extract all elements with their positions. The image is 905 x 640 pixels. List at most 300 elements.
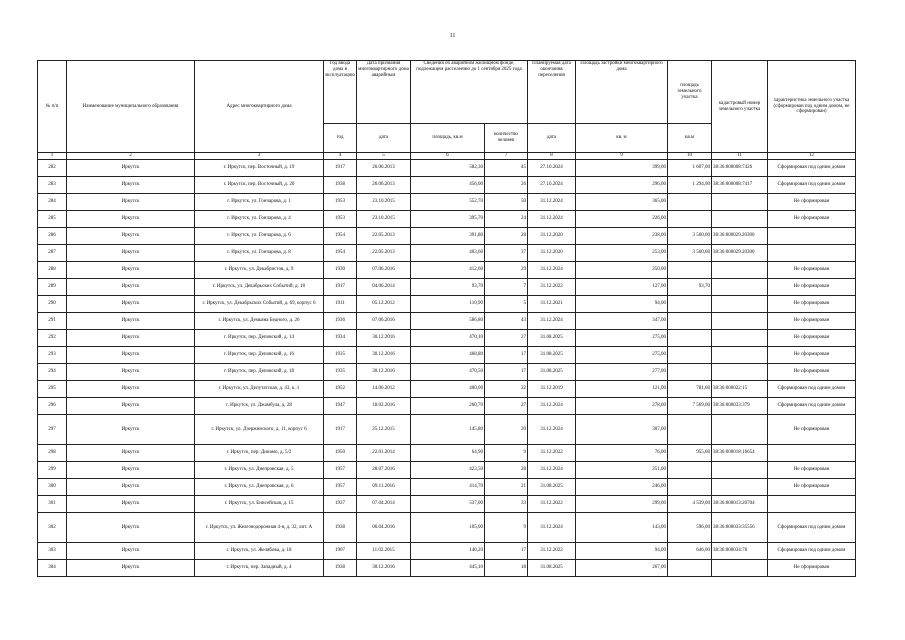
table-row bbox=[38, 560, 856, 577]
col-number: 6 bbox=[411, 153, 485, 160]
table-row bbox=[38, 177, 856, 194]
area-cell: 423,50 bbox=[411, 462, 485, 479]
cadastral-cell bbox=[712, 479, 768, 496]
footprint-cell: 277,00 bbox=[576, 364, 668, 381]
year-built-cell: 1953 bbox=[324, 211, 357, 228]
footprint-cell: 267,00 bbox=[576, 560, 668, 577]
address-cell: г. Иркутск, ул. Гончарова, д. 6 bbox=[195, 228, 324, 245]
table-row bbox=[38, 330, 856, 347]
row-number: 301 bbox=[38, 496, 67, 513]
people-cell: 43 bbox=[485, 313, 528, 330]
footprint-cell: 121,00 bbox=[576, 381, 668, 398]
people-cell: 28 bbox=[485, 228, 528, 245]
address-cell: г. Иркутск, ул. Гончарова, д. 1 bbox=[195, 194, 324, 211]
footprint-cell: 143,00 bbox=[576, 513, 668, 543]
date-declared-cell: 26.06.2013 bbox=[357, 177, 411, 194]
people-cell: 9 bbox=[485, 513, 528, 543]
row-number: 292 bbox=[38, 330, 67, 347]
area-cell: 93,70 bbox=[411, 279, 485, 296]
row-number: 291 bbox=[38, 313, 67, 330]
row-number: 299 bbox=[38, 462, 67, 479]
area-cell: 260,70 bbox=[411, 398, 485, 415]
planned-date-cell: 31.12.2021 bbox=[528, 296, 576, 313]
land-area-cell bbox=[668, 211, 712, 228]
year-built-cell: 1947 bbox=[324, 398, 357, 415]
address-cell: г. Иркутск, пер. Динамо, д. 5/2 bbox=[195, 445, 324, 462]
cadastral-cell bbox=[712, 279, 768, 296]
cadastral-cell bbox=[712, 560, 768, 577]
area-cell: 105,00 bbox=[411, 513, 485, 543]
col-number: 1 bbox=[38, 153, 67, 160]
footprint-cell: 94,00 bbox=[576, 543, 668, 560]
people-cell: 27 bbox=[485, 330, 528, 347]
table-row bbox=[38, 194, 856, 211]
land-char-cell: Не сформирован bbox=[768, 313, 856, 330]
people-cell: 26 bbox=[485, 177, 528, 194]
area-cell: 552,70 bbox=[411, 194, 485, 211]
cadastral-cell: 38:36:000029.20300 bbox=[712, 245, 768, 262]
date-declared-cell: 23.10.2015 bbox=[357, 211, 411, 228]
address-cell: г. Иркутск, пер. Восточный, д. 20 bbox=[195, 177, 324, 194]
people-cell: 7 bbox=[485, 279, 528, 296]
planned-date-cell: 31.12.2024 bbox=[528, 415, 576, 445]
planned-date-cell: 31.12.2024 bbox=[528, 313, 576, 330]
date-declared-cell: 25.12.2015 bbox=[357, 415, 411, 445]
row-number: 295 bbox=[38, 381, 67, 398]
area-cell: 445,10 bbox=[411, 560, 485, 577]
row-number: 283 bbox=[38, 177, 67, 194]
address-cell: г. Иркутск, пер. Деповский, д. 18 bbox=[195, 364, 324, 381]
area-cell: 537,00 bbox=[411, 496, 485, 513]
header-planned-date: Планируемая дата окончания переселения bbox=[528, 61, 576, 124]
land-area-cell: 596,00 bbox=[668, 513, 712, 543]
land-char-cell: Не сформирован bbox=[768, 347, 856, 364]
date-declared-cell: 23.10.2015 bbox=[357, 194, 411, 211]
planned-date-cell: 31.12.2024 bbox=[528, 262, 576, 279]
address-cell: г. Иркутск, пер. Западный, д. 4 bbox=[195, 560, 324, 577]
address-cell: г. Иркутск, пер. Восточный, д. 19 bbox=[195, 160, 324, 177]
table-row bbox=[38, 496, 856, 513]
area-cell: 470,50 bbox=[411, 364, 485, 381]
header-emergency-fund: Сведения об аварийном жилищном фонде, подлежащем расселению до 1 сентября 2025 года bbox=[411, 61, 528, 124]
subheader-date: дата bbox=[357, 124, 411, 153]
subheader-area: площадь, кв.м bbox=[411, 124, 485, 153]
date-declared-cell: 22.05.2013 bbox=[357, 228, 411, 245]
cadastral-cell bbox=[712, 415, 768, 445]
municipality-cell: Иркутск bbox=[67, 245, 195, 262]
planned-date-cell: 31.12.2020 bbox=[528, 245, 576, 262]
cadastral-cell: 38:36:000033:35556 bbox=[712, 513, 768, 543]
footprint-cell: 307,00 bbox=[576, 415, 668, 445]
year-built-cell: 1917 bbox=[324, 415, 357, 445]
land-char-cell: Не сформирован bbox=[768, 330, 856, 347]
area-cell: 403,60 bbox=[411, 245, 485, 262]
table-row bbox=[38, 313, 856, 330]
year-built-cell: 1911 bbox=[324, 296, 357, 313]
people-cell: 9 bbox=[485, 445, 528, 462]
land-char-cell: Сформирован под одним домом bbox=[768, 177, 856, 194]
row-number: 297 bbox=[38, 415, 67, 445]
cadastral-cell bbox=[712, 347, 768, 364]
col-number: 8 bbox=[528, 153, 576, 160]
table-row bbox=[38, 415, 856, 445]
address-cell: г. Иркутск, ул. Железнодорожная 4-я, д. 32, лит. А bbox=[195, 513, 324, 543]
cadastral-cell: 38:36:000013:20704 bbox=[712, 496, 768, 513]
year-built-cell: 1930 bbox=[324, 262, 357, 279]
date-declared-cell: 05.12.2012 bbox=[357, 296, 411, 313]
land-area-cell bbox=[668, 296, 712, 313]
land-char-cell: Не сформирован bbox=[768, 296, 856, 313]
year-built-cell: 1907 bbox=[324, 543, 357, 560]
cadastral-cell bbox=[712, 262, 768, 279]
area-cell: 412,60 bbox=[411, 262, 485, 279]
land-char-cell: Не сформирован bbox=[768, 262, 856, 279]
municipality-cell: Иркутск bbox=[67, 560, 195, 577]
date-declared-cell: 30.12.2016 bbox=[357, 364, 411, 381]
row-number: 289 bbox=[38, 279, 67, 296]
row-number: 300 bbox=[38, 479, 67, 496]
date-declared-cell: 30.12.2016 bbox=[357, 560, 411, 577]
area-cell: 414,70 bbox=[411, 479, 485, 496]
land-char-cell: Не сформирован bbox=[768, 415, 856, 445]
cadastral-cell: 38:36:000034:78 bbox=[712, 543, 768, 560]
area-cell: 64,90 bbox=[411, 445, 485, 462]
row-number: 282 bbox=[38, 160, 67, 177]
area-cell: 456,00 bbox=[411, 177, 485, 194]
land-area-cell: 7 569,00 bbox=[668, 398, 712, 415]
land-char-cell: Не сформирован bbox=[768, 194, 856, 211]
people-cell: 24 bbox=[485, 211, 528, 228]
land-char-cell: Не сформирован bbox=[768, 364, 856, 381]
cadastral-cell: 38:36:000033:379 bbox=[712, 398, 768, 415]
table-row bbox=[38, 479, 856, 496]
cadastral-cell: 38:36:000029.20300 bbox=[712, 228, 768, 245]
footprint-cell: 278,00 bbox=[576, 398, 668, 415]
row-number: 285 bbox=[38, 211, 67, 228]
date-declared-cell: 04.06.2014 bbox=[357, 279, 411, 296]
people-cell: 45 bbox=[485, 160, 528, 177]
row-number: 290 bbox=[38, 296, 67, 313]
cadastral-cell bbox=[712, 330, 768, 347]
municipality-cell: Иркутск bbox=[67, 513, 195, 543]
footprint-cell: 275,00 bbox=[576, 330, 668, 347]
header-land-area: площадь земельного участка bbox=[668, 61, 712, 124]
footprint-cell: 296,00 bbox=[576, 177, 668, 194]
address-cell: г. Иркутск, ул. Декабристов, д. 9 bbox=[195, 262, 324, 279]
planned-date-cell: 31.08.2025 bbox=[528, 364, 576, 381]
people-cell: 37 bbox=[485, 245, 528, 262]
year-built-cell: 1934 bbox=[324, 330, 357, 347]
address-cell: г. Иркутск, ул. Дзержинского, д. 11, корпус 6 bbox=[195, 415, 324, 445]
address-cell: г. Иркутск, ул. Демьяна Бедного, д. 26 bbox=[195, 313, 324, 330]
year-built-cell: 1935 bbox=[324, 364, 357, 381]
municipality-cell: Иркутск bbox=[67, 347, 195, 364]
cadastral-cell bbox=[712, 364, 768, 381]
row-number: 284 bbox=[38, 194, 67, 211]
row-number: 296 bbox=[38, 398, 67, 415]
date-declared-cell: 26.06.2013 bbox=[357, 160, 411, 177]
table-row bbox=[38, 381, 856, 398]
planned-date-cell: 31.12.2022 bbox=[528, 496, 576, 513]
land-area-cell: 1 607,00 bbox=[668, 160, 712, 177]
land-area-cell: 93,70 bbox=[668, 279, 712, 296]
table-row bbox=[38, 364, 856, 381]
people-cell: 27 bbox=[485, 398, 528, 415]
municipality-cell: Иркутск bbox=[67, 398, 195, 415]
table-row bbox=[38, 445, 856, 462]
land-char-cell: Сформирован под одним домом bbox=[768, 543, 856, 560]
area-cell: 140,20 bbox=[411, 543, 485, 560]
address-cell: г. Иркутск, пер. Деповский, д. 14 bbox=[195, 330, 324, 347]
col-number: 3 bbox=[195, 153, 324, 160]
date-declared-cell: 28.07.2016 bbox=[357, 462, 411, 479]
col-number: 11 bbox=[712, 153, 768, 160]
land-area-cell bbox=[668, 415, 712, 445]
footprint-cell: 275,00 bbox=[576, 347, 668, 364]
area-cell: 395,70 bbox=[411, 211, 485, 228]
municipality-cell: Иркутск bbox=[67, 479, 195, 496]
planned-date-cell: 31.12.2024 bbox=[528, 513, 576, 543]
planned-date-cell: 31.12.2024 bbox=[528, 462, 576, 479]
land-char-cell bbox=[768, 445, 856, 462]
footprint-cell: 253,00 bbox=[576, 245, 668, 262]
planned-date-cell: 31.12.2022 bbox=[528, 445, 576, 462]
header-land-char: характеристика земельного участка (сформирован под одним домом, не сформирован) bbox=[768, 61, 856, 153]
people-cell: 5 bbox=[485, 296, 528, 313]
address-cell: г. Иркутск, ул. Джамбула, д. 28 bbox=[195, 398, 324, 415]
planned-date-cell: 31.08.2025 bbox=[528, 347, 576, 364]
land-area-cell bbox=[668, 262, 712, 279]
header-year-built: Год ввода дома в эксплуатацию bbox=[324, 61, 357, 124]
table-row bbox=[38, 262, 856, 279]
table-row bbox=[38, 347, 856, 364]
people-cell: 20 bbox=[485, 415, 528, 445]
municipality-cell: Иркутск bbox=[67, 313, 195, 330]
planned-date-cell: 27.10.2024 bbox=[528, 177, 576, 194]
subheader-sqm2: кв.м bbox=[668, 124, 712, 153]
header-municipality: Наименование муниципального образования bbox=[67, 61, 195, 153]
year-built-cell: 1954 bbox=[324, 245, 357, 262]
row-number: 304 bbox=[38, 560, 67, 577]
year-built-cell: 1938 bbox=[324, 513, 357, 543]
people-cell: 29 bbox=[485, 262, 528, 279]
land-area-cell bbox=[668, 560, 712, 577]
planned-date-cell: 31.12.2024 bbox=[528, 194, 576, 211]
area-cell: 468,80 bbox=[411, 347, 485, 364]
cadastral-cell: 38:36:000008:7417 bbox=[712, 177, 768, 194]
cadastral-cell: 38:36:000008:7426 bbox=[712, 160, 768, 177]
cadastral-cell: 38:36:000018:16654 bbox=[712, 445, 768, 462]
table-row bbox=[38, 296, 856, 313]
planned-date-cell: 31.12.2020 bbox=[528, 228, 576, 245]
people-cell: 17 bbox=[485, 347, 528, 364]
year-built-cell: 1954 bbox=[324, 228, 357, 245]
subheader-date2: дата bbox=[528, 124, 576, 153]
area-cell: 391,80 bbox=[411, 228, 485, 245]
date-declared-cell: 09.11.2016 bbox=[357, 479, 411, 496]
people-cell: 21 bbox=[485, 479, 528, 496]
footprint-cell: 76,00 bbox=[576, 445, 668, 462]
table-row bbox=[38, 398, 856, 415]
table-row bbox=[38, 543, 856, 560]
year-built-cell: 1938 bbox=[324, 177, 357, 194]
address-cell: г. Иркутск, ул. Желябова, д. 18 bbox=[195, 543, 324, 560]
land-char-cell: Сформирован под одним домом bbox=[768, 160, 856, 177]
subheader-year: год bbox=[324, 124, 357, 153]
area-cell: 470,10 bbox=[411, 330, 485, 347]
land-area-cell: 4 539,00 bbox=[668, 496, 712, 513]
footprint-cell: 246,00 bbox=[576, 479, 668, 496]
planned-date-cell: 31.08.2025 bbox=[528, 479, 576, 496]
people-cell: 17 bbox=[485, 364, 528, 381]
address-cell: г. Иркутск, ул. Декабрьских Событий, д. 69, корпус 6 bbox=[195, 296, 324, 313]
municipality-cell: Иркутск bbox=[67, 415, 195, 445]
land-area-cell bbox=[668, 364, 712, 381]
municipality-cell: Иркутск bbox=[67, 496, 195, 513]
area-cell: 582,30 bbox=[411, 160, 485, 177]
municipality-cell: Иркутск bbox=[67, 177, 195, 194]
date-declared-cell: 07.06.2016 bbox=[357, 262, 411, 279]
area-cell: 110,90 bbox=[411, 296, 485, 313]
footprint-cell: 347,00 bbox=[576, 313, 668, 330]
municipality-cell: Иркутск bbox=[67, 381, 195, 398]
col-number: 5 bbox=[357, 153, 411, 160]
row-number: 286 bbox=[38, 228, 67, 245]
header-num: № п/п bbox=[38, 61, 67, 153]
municipality-cell: Иркутск bbox=[67, 194, 195, 211]
area-cell: 586,80 bbox=[411, 313, 485, 330]
people-cell: 18 bbox=[485, 560, 528, 577]
page-number: 11 bbox=[449, 33, 456, 39]
planned-date-cell: 31.12.2024 bbox=[528, 211, 576, 228]
land-char-cell: Сформирован под одним домом bbox=[768, 513, 856, 543]
planned-date-cell: 31.08.2025 bbox=[528, 330, 576, 347]
people-cell: 17 bbox=[485, 543, 528, 560]
land-area-cell bbox=[668, 194, 712, 211]
land-char-cell bbox=[768, 496, 856, 513]
land-area-cell: 3 560,00 bbox=[668, 245, 712, 262]
col-number: 4 bbox=[324, 153, 357, 160]
area-cell: 145,80 bbox=[411, 415, 485, 445]
cadastral-cell bbox=[712, 194, 768, 211]
date-declared-cell: 30.12.2016 bbox=[357, 347, 411, 364]
footprint-cell: 94,00 bbox=[576, 296, 668, 313]
municipality-cell: Иркутск bbox=[67, 160, 195, 177]
footprint-cell: 250,00 bbox=[576, 262, 668, 279]
header-footprint: Площадь застройки многоквартирного дома bbox=[576, 61, 668, 124]
row-number: 303 bbox=[38, 543, 67, 560]
date-declared-cell: 22.01.2014 bbox=[357, 445, 411, 462]
municipality-cell: Иркутск bbox=[67, 543, 195, 560]
land-area-cell: 646,00 bbox=[668, 543, 712, 560]
year-built-cell: 1936 bbox=[324, 313, 357, 330]
year-built-cell: 1917 bbox=[324, 160, 357, 177]
municipality-cell: Иркутск bbox=[67, 228, 195, 245]
col-number: 12 bbox=[768, 153, 856, 160]
table-row bbox=[38, 160, 856, 177]
cadastral-cell: 38:36:000022:15 bbox=[712, 381, 768, 398]
footprint-cell: 238,00 bbox=[576, 228, 668, 245]
row-number: 294 bbox=[38, 364, 67, 381]
address-cell: г. Иркутск, ул. Днепровская, д. 6 bbox=[195, 479, 324, 496]
date-declared-cell: 14.06.2012 bbox=[357, 381, 411, 398]
column-numbers-row bbox=[38, 153, 856, 160]
footprint-cell: 399,00 bbox=[576, 160, 668, 177]
address-cell: г. Иркутск, ул. Гончарова, д. 8 bbox=[195, 245, 324, 262]
col-number: 2 bbox=[67, 153, 195, 160]
land-area-cell bbox=[668, 479, 712, 496]
land-area-cell: 781,00 bbox=[668, 381, 712, 398]
land-char-cell: Не сформирован bbox=[768, 462, 856, 479]
header-cadastral: кадастровый номер земельного участка bbox=[712, 61, 768, 153]
municipality-cell: Иркутск bbox=[67, 462, 195, 479]
people-cell: 28 bbox=[485, 462, 528, 479]
col-number: 9 bbox=[576, 153, 668, 160]
municipality-cell: Иркутск bbox=[67, 364, 195, 381]
table-row bbox=[38, 245, 856, 262]
land-char-cell: Не сформирован bbox=[768, 211, 856, 228]
land-char-cell bbox=[768, 228, 856, 245]
year-built-cell: 1957 bbox=[324, 462, 357, 479]
planned-date-cell: 31.08.2025 bbox=[528, 560, 576, 577]
footprint-cell: 251,00 bbox=[576, 462, 668, 479]
address-cell: г. Иркутск, пер. Деповский, д. 16 bbox=[195, 347, 324, 364]
land-area-cell: 3 560,00 bbox=[668, 228, 712, 245]
land-area-cell bbox=[668, 313, 712, 330]
people-cell: 33 bbox=[485, 496, 528, 513]
cadastral-cell bbox=[712, 313, 768, 330]
table-row bbox=[38, 462, 856, 479]
subheader-people: количество человек bbox=[485, 124, 528, 153]
row-number: 287 bbox=[38, 245, 67, 262]
land-area-cell bbox=[668, 347, 712, 364]
year-built-cell: 1937 bbox=[324, 496, 357, 513]
land-area-cell: 955,00 bbox=[668, 445, 712, 462]
footprint-cell: 226,00 bbox=[576, 211, 668, 228]
planned-date-cell: 31.12.2022 bbox=[528, 543, 576, 560]
address-cell: г. Иркутск, ул. Депутатская, д. 43, к. 1 bbox=[195, 381, 324, 398]
table-row bbox=[38, 279, 856, 296]
row-number: 302 bbox=[38, 513, 67, 543]
housing-table bbox=[37, 60, 856, 577]
header-date-declared: Дата признания многоквартирного дома аварийным bbox=[357, 61, 411, 124]
col-number: 7 bbox=[485, 153, 528, 160]
people-cell: 50 bbox=[485, 194, 528, 211]
table-row bbox=[38, 211, 856, 228]
date-declared-cell: 22.05.2013 bbox=[357, 245, 411, 262]
municipality-cell: Иркутск bbox=[67, 330, 195, 347]
footprint-cell: 365,00 bbox=[576, 194, 668, 211]
year-built-cell: 1938 bbox=[324, 560, 357, 577]
date-declared-cell: 30.12.2016 bbox=[357, 330, 411, 347]
table-row bbox=[38, 513, 856, 543]
address-cell: г. Иркутск, ул. Гончарова, д. 4 bbox=[195, 211, 324, 228]
cadastral-cell bbox=[712, 296, 768, 313]
people-cell: 22 bbox=[485, 381, 528, 398]
table-row bbox=[38, 228, 856, 245]
date-declared-cell: 11.02.2015 bbox=[357, 543, 411, 560]
planned-date-cell: 31.12.2024 bbox=[528, 398, 576, 415]
land-char-cell: Сформирован под одним домом bbox=[768, 381, 856, 398]
row-number: 293 bbox=[38, 347, 67, 364]
address-cell: г. Иркутск, ул. Енисейская, д. 15 bbox=[195, 496, 324, 513]
land-area-cell: 1 294,00 bbox=[668, 177, 712, 194]
subheader-sqm: кв. м bbox=[576, 124, 668, 153]
row-number: 298 bbox=[38, 445, 67, 462]
area-cell: 400,00 bbox=[411, 381, 485, 398]
land-area-cell bbox=[668, 330, 712, 347]
municipality-cell: Иркутск bbox=[67, 445, 195, 462]
